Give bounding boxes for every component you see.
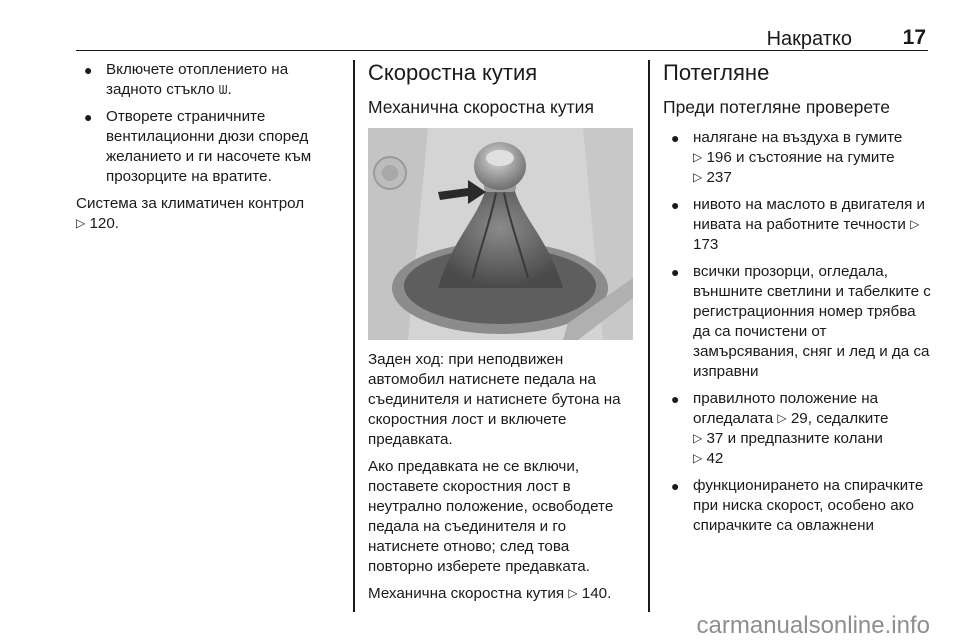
page-reference-arrow-icon: ▷ [693,170,703,184]
paragraph: Система за климатичен контрол ▷ 120. [76,195,305,232]
bullet-dot-icon: ● [84,62,93,78]
gear-lever-illustration [368,128,633,340]
gear-shift-figure [368,128,633,340]
rear-window-defrost-icon: ᗯ [218,83,228,97]
bullet-dot-icon: ● [671,264,680,280]
paragraph: Механична скоростна кутия ▷ 140. [368,585,612,602]
page-reference[interactable]: 196 [706,149,732,166]
page-reference-arrow-icon: ▷ [76,216,86,230]
bullet-dot-icon: ● [671,478,680,494]
bullet-dot-icon: ● [671,391,680,407]
page-reference[interactable]: 42 [706,450,724,467]
page-reference-arrow-icon: ▷ [910,217,920,231]
page-reference[interactable]: 140. [581,585,612,602]
header-section-title: Накратко [766,28,852,50]
column-right [663,60,931,543]
page-reference-arrow-icon: ▷ [568,586,578,600]
column-middle [368,60,636,611]
list-item: ● функционирането на спирачките при ниска скорост, особено ако спирачките са овлажнени [671,477,924,534]
section-heading: Потегляне [663,60,770,85]
page-header [76,26,928,51]
page-reference-arrow-icon: ▷ [693,431,703,445]
paragraph: Заден ход: при неподвижен автомобил натиснете педала на съединителя и натиснете бутона на скоростния лост и включете предавката. [368,351,621,448]
column-left [76,60,338,241]
list-item: ● Отворете страничните вентилационни дюзи според желанието и ги насочете към прозорците на вратите. [84,108,312,185]
bullet-dot-icon: ● [671,130,680,146]
page-reference-arrow-icon: ▷ [693,150,703,164]
column-divider [353,60,355,612]
list-item: ● Включете отоплението на задното стъкло ᗯ. [84,61,289,98]
subsection-heading: Механична скоростна кутия [368,97,594,117]
bullet-dot-icon: ● [671,197,680,213]
list-item: ● налягане на въздуха в гумите ▷ 196 и състояние на гумите ▷ 237 [671,129,903,186]
page-reference[interactable]: 29 [790,410,808,427]
watermark: carmanualsonline.info [696,612,930,639]
list-item: ● нивото на маслото в двигателя и нивата на работните течности ▷ 173 [671,196,926,253]
section-heading: Скоростна кутия [368,60,538,85]
page-reference[interactable]: 37 [706,430,724,447]
paragraph: Ако предавката не се включи, поставете скоростния лост в неутрално положение, освободете педала на съединителя и го натиснете отново; след това повторно изберете предавката. [368,458,614,575]
page-reference[interactable]: 237 [706,169,732,186]
bullet-dot-icon: ● [84,109,93,125]
page-reference[interactable]: 120. [89,215,120,232]
list-item: ● правилното положение на огледалата ▷ 29, седалките ▷ 37 и предпазните колани ▷ 42 [671,390,889,467]
page-reference[interactable]: 173 [693,236,719,253]
subsection-heading: Преди потегляне проверете [663,97,891,117]
page-reference-arrow-icon: ▷ [777,411,787,425]
page-reference-arrow-icon: ▷ [693,451,703,465]
page-number: 17 [902,26,926,49]
list-item: ● всички прозорци, огледала, външните светлини и табелките с регистрационния номер трябва да са почистени от замърсявания, сняг и лед и да са изправни [671,263,931,380]
column-divider [648,60,650,612]
